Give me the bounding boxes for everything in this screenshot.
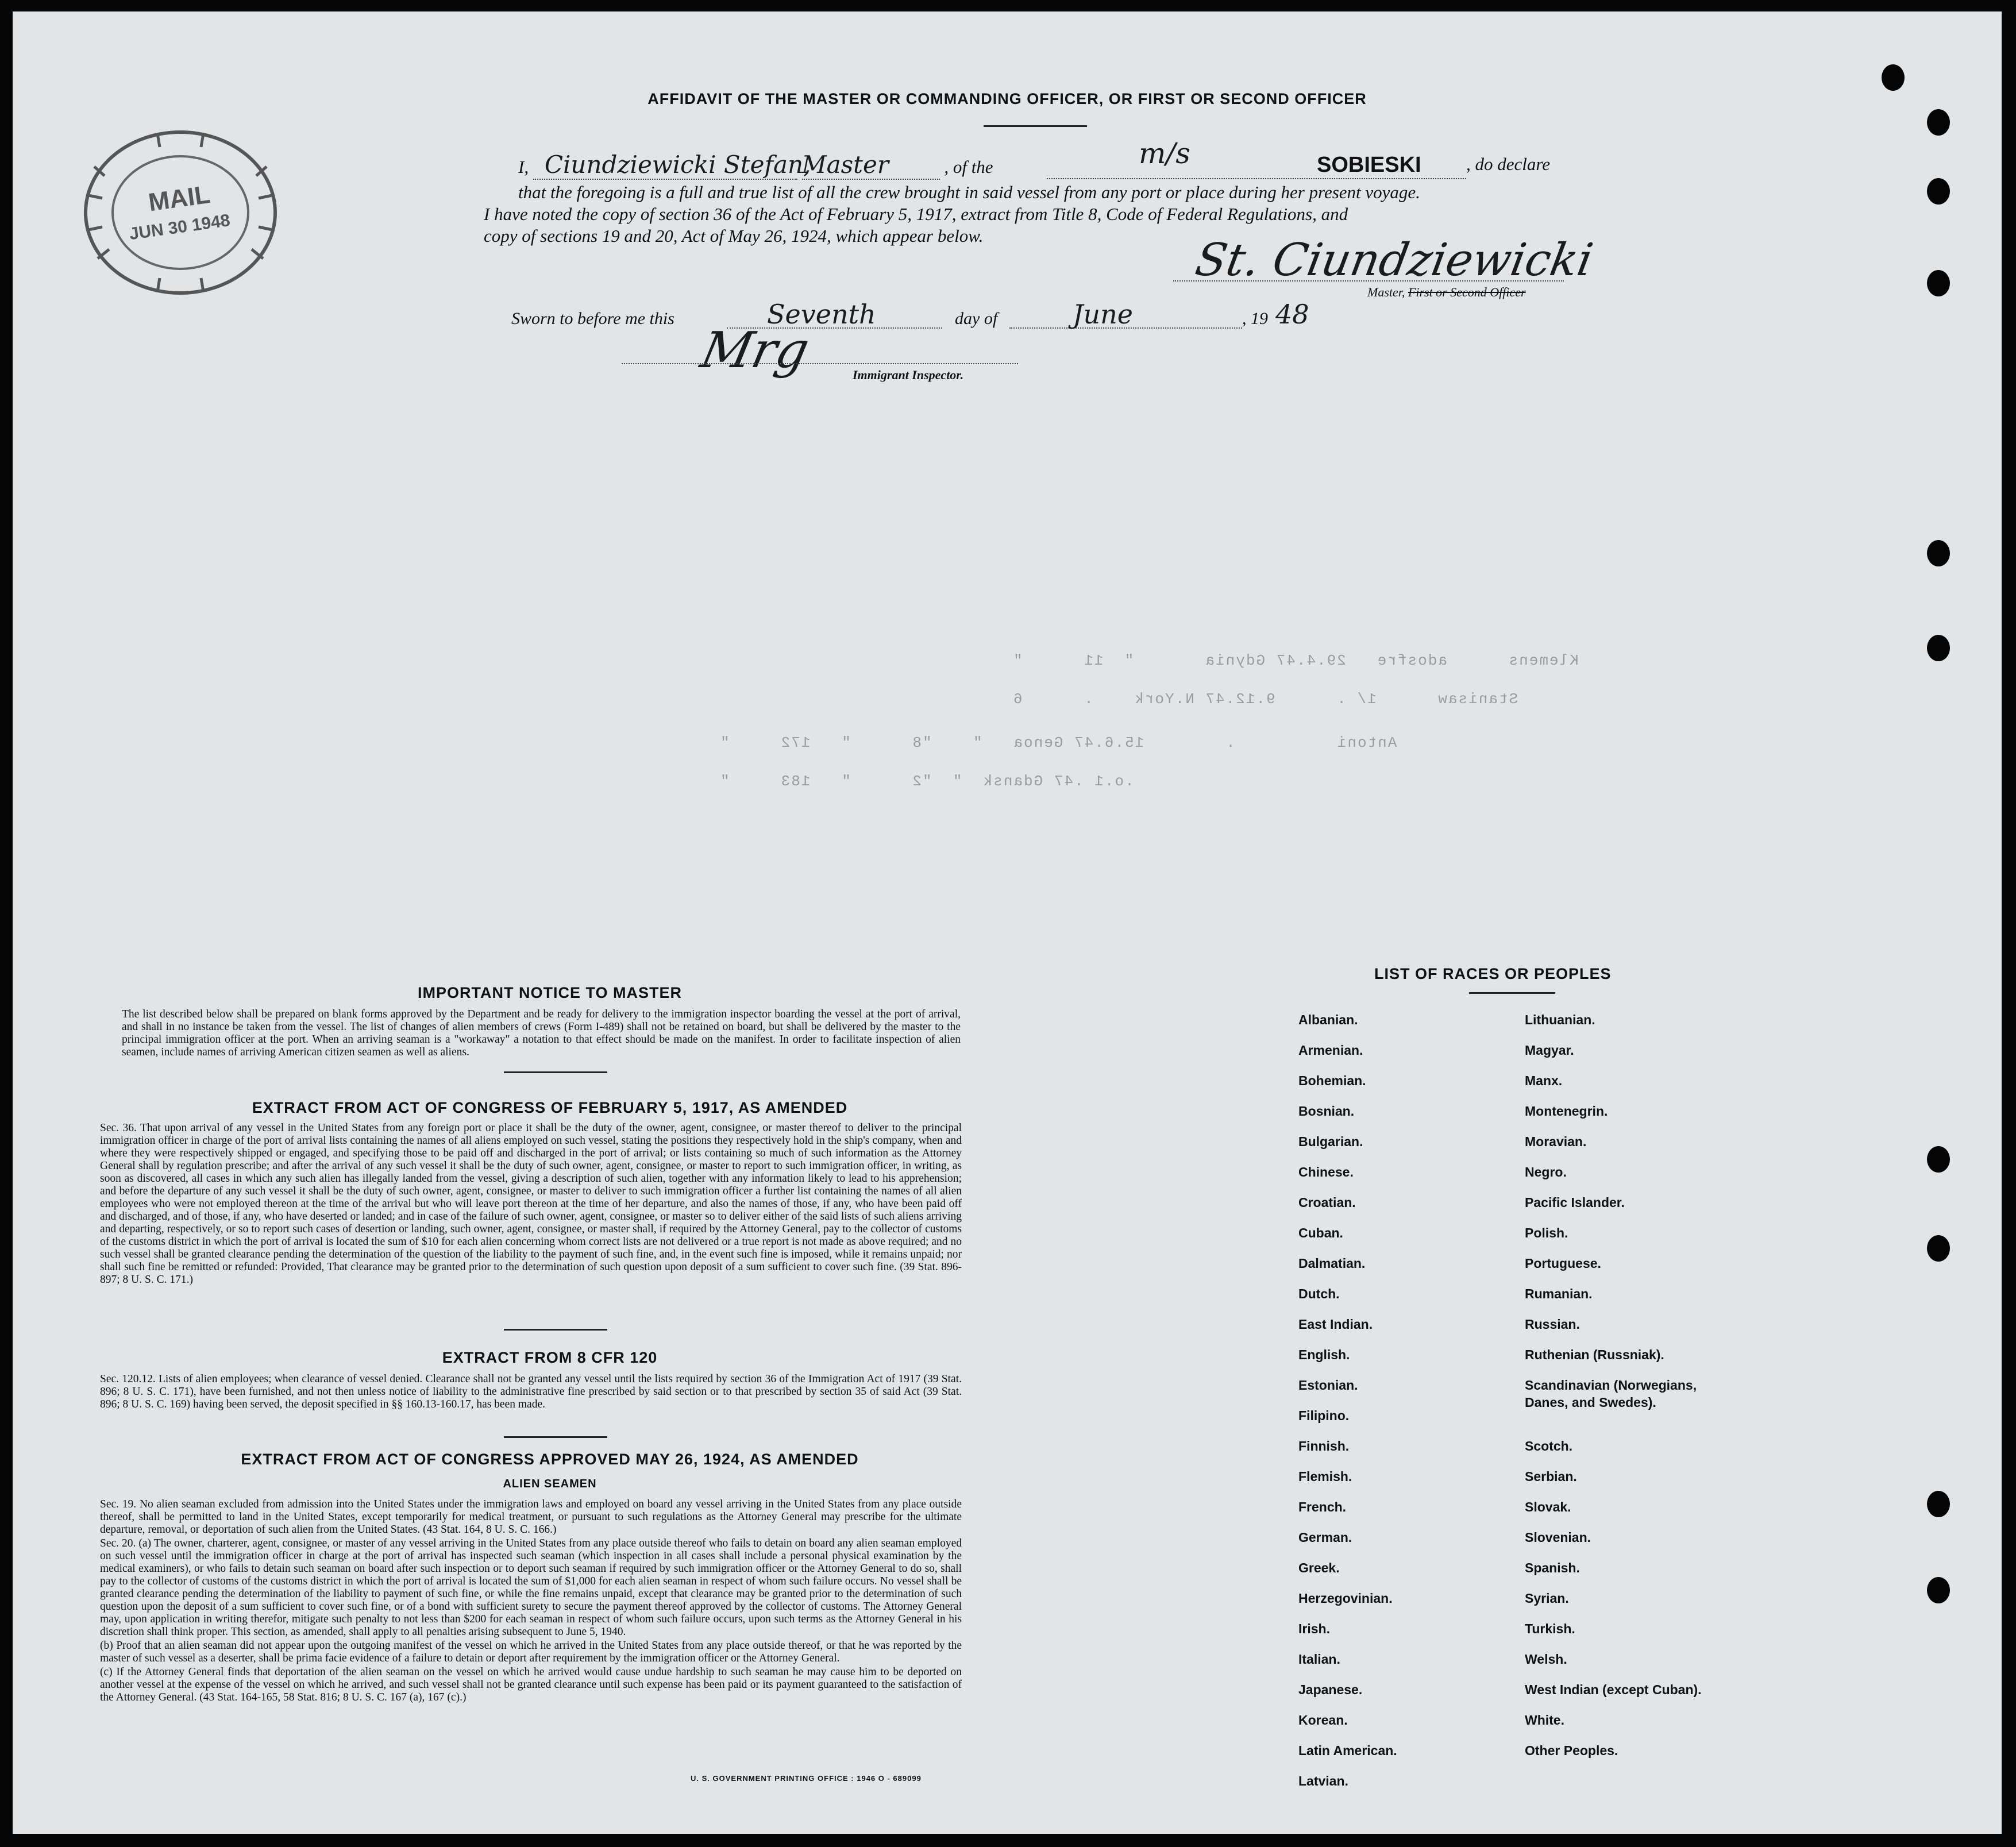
extract-1924-sec20a: Sec. 20. (a) The owner, charterer, agent, consignee, or master of any vessel arriving in the United States from any place outside thereof who fails to detain on board any alien seaman employed on such vessel until the immigration officer in charge at the port of arrival has inspected such seaman (which inspection in all cases shall include a personal physical examination by the medical examiners), or who fails to detain such seaman on board after such inspection or to deport such seaman if required by such immigration officer or the Attorney General to do so, shall pay to the collector of customs of the customs district in which the port of arrival is located the sum of $1,000 for each alien seaman in respect of whom such failure occurs. No vessel shall be granted clearance pending the determination of the liability to payment of such fine, or while the fine remains unpaid, except that clearance may be granted prior to the determination of such question upon the deposit of a sum sufficient to cover such fine, or of a bond with sufficient surety to secure the payment thereof approved by the collector of customs. The Attorney General may, upon application in writing therefor, mitigate such penalty to not less than $200 for each seaman in respect of whom such failure occurs, upon such terms as the Attorney General in his discretion shall think proper. This section, as amended, shall apply to all penalties arising subsequent to June 5, 1940. (100, 1537, 962, 1638)
race-item: Korean. (1298, 1713, 1348, 1728)
declaration-line-4: copy of sections 19 and 20, Act of May 26, 1924, which appear below. (484, 226, 984, 246)
race-item: Serbian. (1525, 1469, 1577, 1484)
punch-hole (1927, 1146, 1950, 1173)
divider (504, 1329, 607, 1331)
extract-cfr-title: EXTRACT FROM 8 CFR 120 (442, 1349, 658, 1366)
master-signature: St. Ciundziewicki (1192, 234, 1597, 286)
vessel-name-field (1047, 137, 1466, 179)
inspector-caption: Immigrant Inspector. (853, 368, 964, 382)
punch-hole (1927, 270, 1950, 296)
race-item: Other Peoples. (1525, 1743, 1618, 1758)
race-item: Moravian. (1525, 1134, 1587, 1149)
race-item: Bosnian. (1298, 1104, 1355, 1119)
punch-hole (1882, 64, 1905, 91)
race-item: Finnish. (1298, 1439, 1350, 1453)
race-item: French. (1298, 1499, 1347, 1514)
extract-1924-sec20c: (c) If the Attorney General finds that deportation of the alien seaman on the vessel on which he arrived would cause undue hardship to such seaman he may cause him to be deported on another vessel at the expense of the vessel on which he arrived, and such vessel shall not be granted clearance until such expense has been paid or its payment guaranteed to the satisfaction of the Attorney General. (43 Stat. 164-165, 58 Stat. 816; 8 U. S. C. 167 (a), 167 (c).) (100, 1666, 962, 1703)
race-item: Scotch. (1525, 1439, 1573, 1453)
master-signature-line (1173, 280, 1564, 282)
race-item: West Indian (except Cuban). (1525, 1682, 1702, 1697)
inspector-signature: Mrg (696, 322, 814, 379)
race-item: Welsh. (1525, 1652, 1567, 1667)
declaration-line-2: that the foregoing is a full and true list of all the crew brought in said vessel from any port or place during her present voyage. (518, 182, 1420, 202)
show-through-line: Stanisaw 1/ . 9.12.47 N.York . 6 (1012, 691, 1518, 708)
sworn-month-handwritten: June (1073, 299, 1133, 330)
extract-1924-sec19: Sec. 19. No alien seaman excluded from admission into the United States under the immigration laws and employed on board any vessel arriving in the United States from any place outside thereof, shall be permitted to land in the United States, except temporarily for medical treatment, or pursuant to such regulations as the Attorney General may prescribe for the ultimate departure, removal, or deportation of such alien from the United States. (43 Stat. 164, 8 U. S. C. 166.) (100, 1498, 962, 1536)
declaration-line-3: I have noted the copy of section 36 of the Act of February 5, 1917, extract from Title 8, Code of Federal Regulations, and (484, 204, 1348, 224)
race-item: Cuban. (1298, 1225, 1343, 1240)
do-declare-label: , do declare (1466, 154, 1551, 174)
vessel-type-handwritten: m/s (1139, 137, 1190, 170)
race-item: English. (1298, 1347, 1350, 1362)
race-item: Ruthenian (Russniak). (1525, 1347, 1664, 1362)
sworn-month-field (1009, 299, 1242, 330)
inspector-signature-line (622, 363, 1018, 364)
stamp-mail-text: MAIL (147, 180, 212, 217)
race-item: Slovenian. (1525, 1530, 1591, 1545)
race-item: Dalmatian. (1298, 1256, 1366, 1271)
race-item: Spanish. (1525, 1560, 1580, 1575)
year-prefix: , 19 (1242, 309, 1268, 328)
race-item: Latin American. (1298, 1743, 1397, 1758)
race-item: Greek. (1298, 1560, 1340, 1575)
show-through-line: Antoni . 15.6.47 Genoa " "8 " 172 " (719, 734, 1397, 751)
divider (1469, 992, 1555, 994)
punch-hole (1927, 540, 1950, 566)
of-the-label: , of the (944, 157, 993, 177)
master-name-handwritten: Ciundziewicki Stefan, (533, 151, 797, 180)
race-item: Lithuanian. (1525, 1012, 1595, 1027)
race-item: Bulgarian. (1298, 1134, 1363, 1149)
punch-hole (1927, 1491, 1950, 1517)
declaration-line-1 (518, 151, 993, 180)
race-item: Polish. (1525, 1225, 1568, 1240)
postmark-stamp-icon (77, 121, 284, 304)
affidavit-title: AFFIDAVIT OF THE MASTER OR COMMANDING OFFICER, OR FIRST OR SECOND OFFICER (647, 90, 1367, 107)
race-item: Armenian. (1298, 1043, 1363, 1058)
declaration-i: I, (518, 157, 529, 177)
race-item: Danes, and Swedes). (1525, 1395, 1656, 1410)
master-caption-struck: First or Second Officer (1408, 285, 1526, 299)
year-handwritten: 48 (1275, 299, 1309, 330)
punch-hole (1927, 178, 1950, 205)
punch-hole (1927, 635, 1950, 661)
race-item: Japanese. (1298, 1682, 1363, 1697)
extract-1917-title: EXTRACT FROM ACT OF CONGRESS OF FEBRUARY 5, 1917, AS AMENDED (252, 1099, 848, 1116)
punch-hole (1927, 1577, 1950, 1603)
extract-1917-body: Sec. 36. That upon arrival of any vessel in the United States from any foreign port or place it shall be the duty of the owner, agent, consignee, or master thereof to deliver to the principal immigration officer in charge of the port of arrival lists containing the names of all aliens employed on such vessel, stating the positions they respectively hold in the ship's company, when and where they were respectively shipped or engaged, and specifying those to be paid off and discharged in the port of arrival; or lists containing so much of such information as the Attorney General shall by regulation prescribe; and after the arrival of any such vessel it shall be the duty of such owner, agent, consignee, or master to report to such immigration officer, in writing, as soon as discovered, all cases in which any such alien has illegally landed from the vessel, giving a description of such alien, together with any information likely to lead to his apprehension; and before the departure of any such vessel it shall be the duty of such owner, agent, consignee, or master to deliver to such immigration officer a further list containing the names of all alien employees who were not employed thereon at the time of the arrival but who will leave port thereon at the time of her departure, and also the names of those, if any, who have been paid off and discharged, and of those, if any, who have deserted or landed; and in case of the failure of such owner, agent, consignee, or master so to deliver either of the said lists of such aliens arriving and departing, respectively, or so to report such cases of desertion or landing, such owner, agent, consignee, or master shall, if required by the Attorney General, pay to the collector of customs of the customs district in which the port of arrival is located the sum of $10 for each alien concerning whom correct lists are not delivered or a true report is not made as above required; and no such vessel shall be granted clearance pending the determination of the question of the liability to the payment of such fine, and, in the event such fine is imposed, while it remains unpaid; nor shall such fine be remitted or refunded: Provided, That clearance may be granted prior to the determination of such question upon deposit of a sum sufficient to cover such fine. (39 Stat. 896-897; 8 U. S. C. 171.) (100, 1122, 962, 1286)
divider (984, 125, 1087, 127)
extract-1924-sec20b: (b) Proof that an alien seaman did not appear upon the outgoing manifest of the vessel on which he arrived in the United States from any place outside thereof, or that he was reported by the master of such vessel as a deserter, shall be prima facie evidence of a failure to detain or deport after requirement by the immigration officer or the Attorney General. (100, 1640, 962, 1664)
stamp-date-text: JUN 30 1948 (128, 210, 232, 244)
divider (504, 1436, 607, 1438)
race-item: Bohemian. (1298, 1073, 1366, 1088)
printer-imprint: U. S. GOVERNMENT PRINTING OFFICE : 1946 O - 689099 (691, 1774, 922, 1783)
notice-body: The list described below shall be prepared on blank forms approved by the Department and be ready for delivery to the immigration inspector boarding the vessel at the port of arrival, and shall in no instance be taken from the vessel. The list of changes of alien members of crews (Form I-489) shall not be retained on board, but shall be delivered by the master to the principal immigration officer at the port. When an arriving seaman is a "workaway" a notation to that effect should be made on the manifest. In order to facilitate inspection of alien seamen, include names of arriving American citizen seamen as well as aliens. (122, 1008, 961, 1058)
race-item: Herzegovinian. (1298, 1591, 1393, 1606)
race-item: Manx. (1525, 1073, 1563, 1088)
extract-1924-body (100, 1498, 962, 1705)
sworn-label: Sworn to before me this (511, 309, 674, 328)
race-item: Portuguese. (1525, 1256, 1601, 1271)
vessel-name: SOBIESKI (1317, 153, 1421, 177)
race-item: Irish. (1298, 1621, 1330, 1636)
day-of-label: day of (955, 309, 998, 328)
notice-title: IMPORTANT NOTICE TO MASTER (418, 984, 682, 1001)
sworn-day-handwritten: Seventh (767, 299, 876, 330)
race-item: Slovak. (1525, 1499, 1571, 1514)
race-item: Latvian. (1298, 1773, 1348, 1788)
race-item: Flemish. (1298, 1469, 1352, 1484)
race-item: Russian. (1525, 1317, 1580, 1332)
show-through-line: Klemens adosfre 29.4.47 Gdynia " 11 " (1012, 652, 1579, 669)
punch-hole (1927, 1235, 1950, 1262)
document-page (13, 11, 2002, 1834)
master-caption-master: Master, (1367, 285, 1405, 299)
race-item: East Indian. (1298, 1317, 1373, 1332)
race-item: Rumanian. (1525, 1286, 1593, 1301)
race-item: Chinese. (1298, 1165, 1354, 1179)
race-item: Negro. (1525, 1165, 1567, 1179)
race-item: Syrian. (1525, 1591, 1569, 1606)
race-item: Filipino. (1298, 1408, 1350, 1423)
race-item: Turkish. (1525, 1621, 1575, 1636)
race-item: Montenegrin. (1525, 1104, 1608, 1119)
race-item: Italian. (1298, 1652, 1340, 1667)
extract-cfr-body: Sec. 120.12. Lists of alien employees; when clearance of vessel denied. Clearance shall not be granted any vessel until the lists required by section 36 of the Immigration Act of 1917 (39 Stat. 896; 8 U. S. C. 171), have been furnished, and not then unless notice of liability to the administrative fine prescribed by said section or to that prescribed by section 35 of said Act (39 Stat. 896; 8 U. S. C. 169) having been served, the deposit specified in §§ 160.13-160.17, has been made. (100, 1373, 962, 1410)
punch-hole (1927, 109, 1950, 136)
divider (504, 1071, 607, 1073)
master-rank-handwritten: Master (802, 151, 940, 180)
race-item: Scandinavian (Norwegians, (1525, 1378, 1697, 1393)
extract-1924-subtitle: ALIEN SEAMEN (503, 1478, 597, 1490)
race-item: Dutch. (1298, 1286, 1340, 1301)
race-item: Estonian. (1298, 1378, 1358, 1393)
race-item: German. (1298, 1530, 1352, 1545)
race-item: Croatian. (1298, 1195, 1356, 1210)
show-through-line: .o.1 .47 Gdansk " "2 " 183 " (719, 773, 1397, 790)
race-item: Albanian. (1298, 1012, 1358, 1027)
race-item: Pacific Islander. (1525, 1195, 1625, 1210)
race-item: Magyar. (1525, 1043, 1574, 1058)
extract-1924-title: EXTRACT FROM ACT OF CONGRESS APPROVED MAY 26, 1924, AS AMENDED (241, 1451, 859, 1468)
races-title: LIST OF RACES OR PEOPLES (1374, 965, 1612, 982)
master-caption (1367, 285, 1526, 300)
race-item: White. (1525, 1713, 1564, 1728)
